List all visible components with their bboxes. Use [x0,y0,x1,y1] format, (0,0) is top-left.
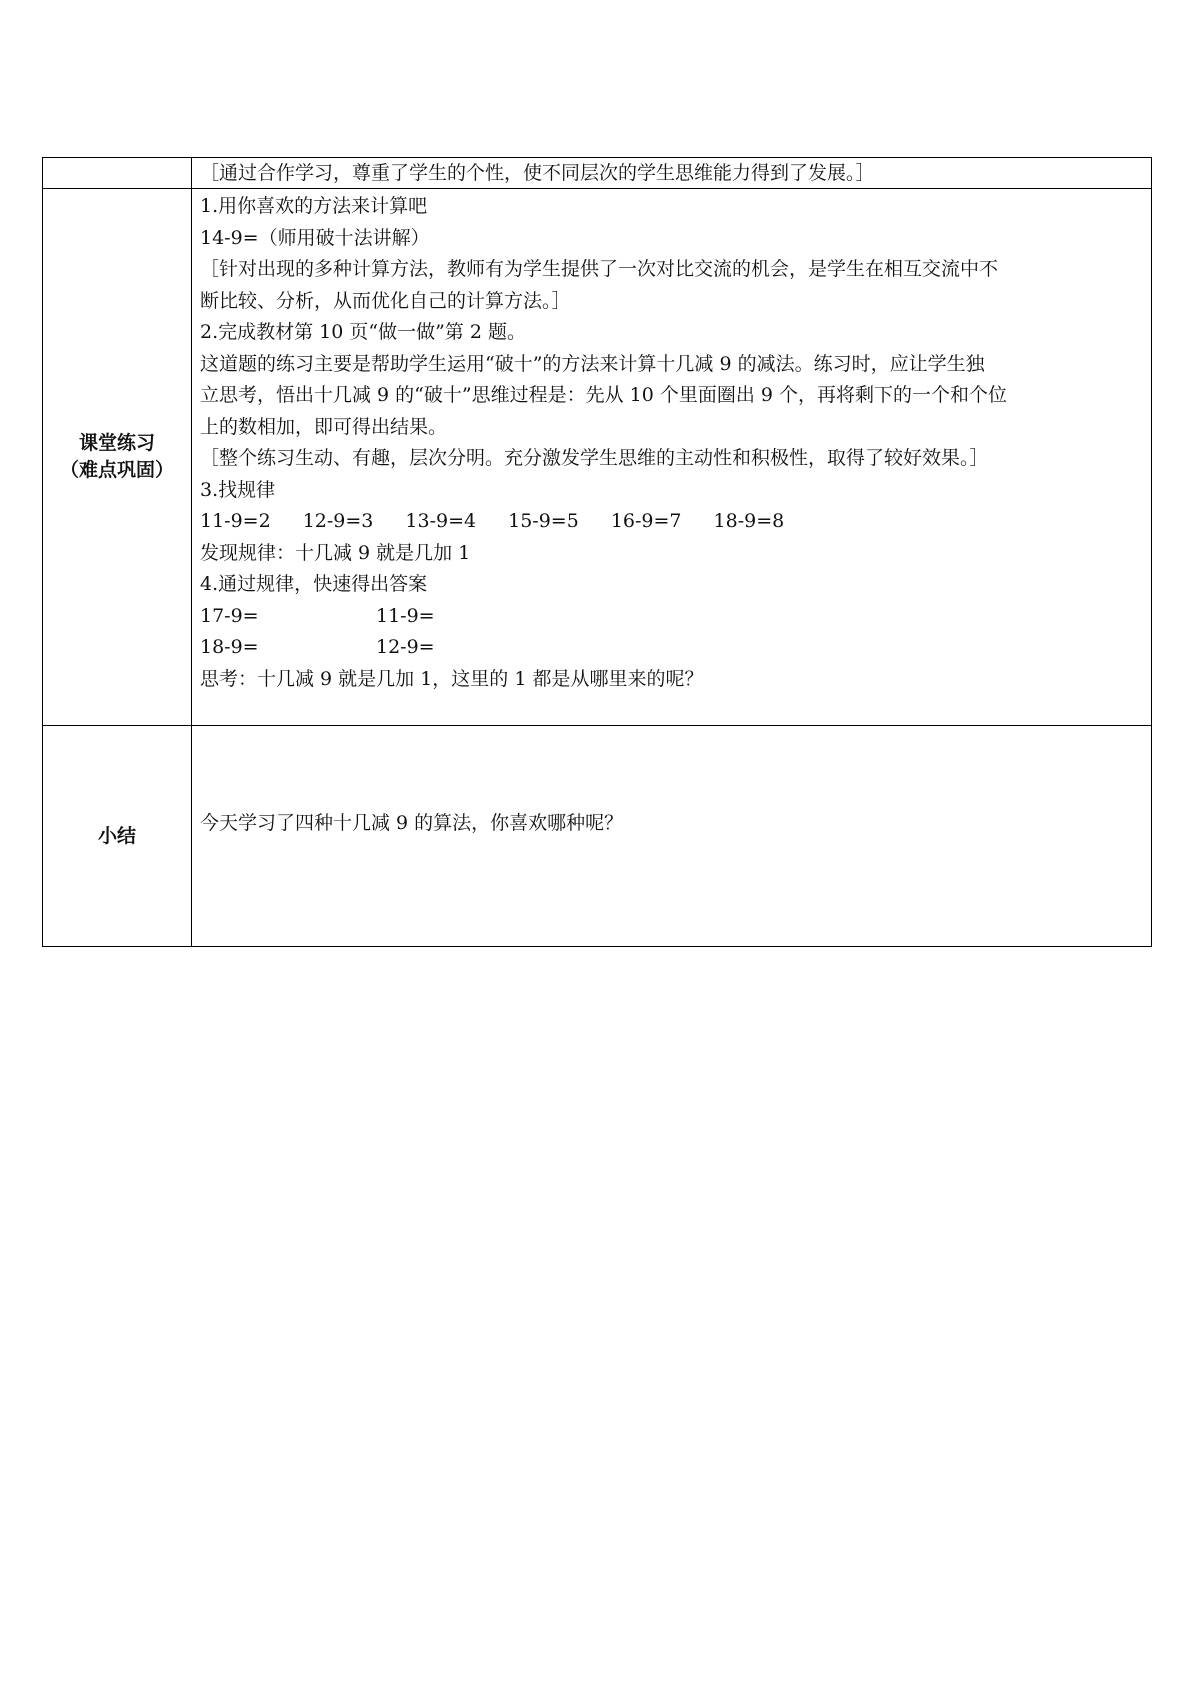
item3-rule: 发现规律：十几减 9 就是几加 1 [200,541,471,564]
item1-note-line: 断比较、分析，从而优化自己的计算方法。］ [200,289,571,312]
equation: 11-9=2 [200,510,271,532]
equation: 15-9=5 [508,510,579,532]
think-question: 思考：十几减 9 就是几加 1，这里的 1 都是从哪里来的呢？ [200,667,704,690]
item2-desc-line: 立思考，悟出十几减 9 的“破十”思维过程是：先从 10 个里面圈出 9 个，再将剩下的一个和个位 [200,384,1008,406]
summary-label: 小结 [43,726,192,947]
item3-equations [200,506,1143,538]
item2-title: 2.完成教材第 10 页“做一做”第 2 题。 [200,321,526,343]
item2-note: ［整个练习生动、有趣，层次分明。充分激发学生思维的主动性和积极性，取得了较好效果。］ [200,447,989,469]
summary-text: 今天学习了四种十几减 9 的算法，你喜欢哪种呢？ [200,812,624,835]
item1-equation: 14-9=（师用破十法讲解） [200,226,430,249]
row-content [192,158,1152,189]
practice-content [192,189,1152,726]
item1-title: 1.用你喜欢的方法来计算吧 [200,195,428,217]
table-row [43,726,1152,947]
equation: 11-9= [376,604,435,627]
equation: 13-9=4 [405,510,477,532]
equation: 12-9= [376,636,435,658]
summary-content [192,726,1152,947]
equation: 18-9=8 [713,510,785,532]
item2-desc-line: 这道题的练习主要是帮助学生运用“破十”的方法来计算十几减 9 的减法。练习时，应让学生独 [200,352,985,375]
table-row [43,189,1152,726]
practice-label-subtitle: （难点巩固） [59,459,174,481]
equation: 18-9= [200,636,259,658]
cooperation-note: ［通过合作学习，尊重了学生的个性，使不同层次的学生思维能力得到了发展。］ [200,162,875,184]
equation: 16-9=7 [610,510,682,532]
practice-label [43,189,192,726]
item4-row [200,601,1143,633]
equation: 12-9=3 [302,510,374,532]
lesson-plan-table [42,157,1152,947]
item2-desc-line: 上的数相加，即可得出结果。 [200,415,448,438]
table-row [43,158,1152,189]
item4-title: 4.通过规律，快速得出答案 [200,573,428,595]
row-label-empty [43,158,192,189]
item4-row [200,632,1143,664]
practice-label-title: 课堂练习 [78,432,155,454]
item1-note-line: ［针对出现的多种计算方法，教师有为学生提供了一次对比交流的机会，是学生在相互交流中不 [200,258,999,280]
item3-title: 3.找规律 [200,478,276,501]
equation: 17-9= [200,604,259,627]
